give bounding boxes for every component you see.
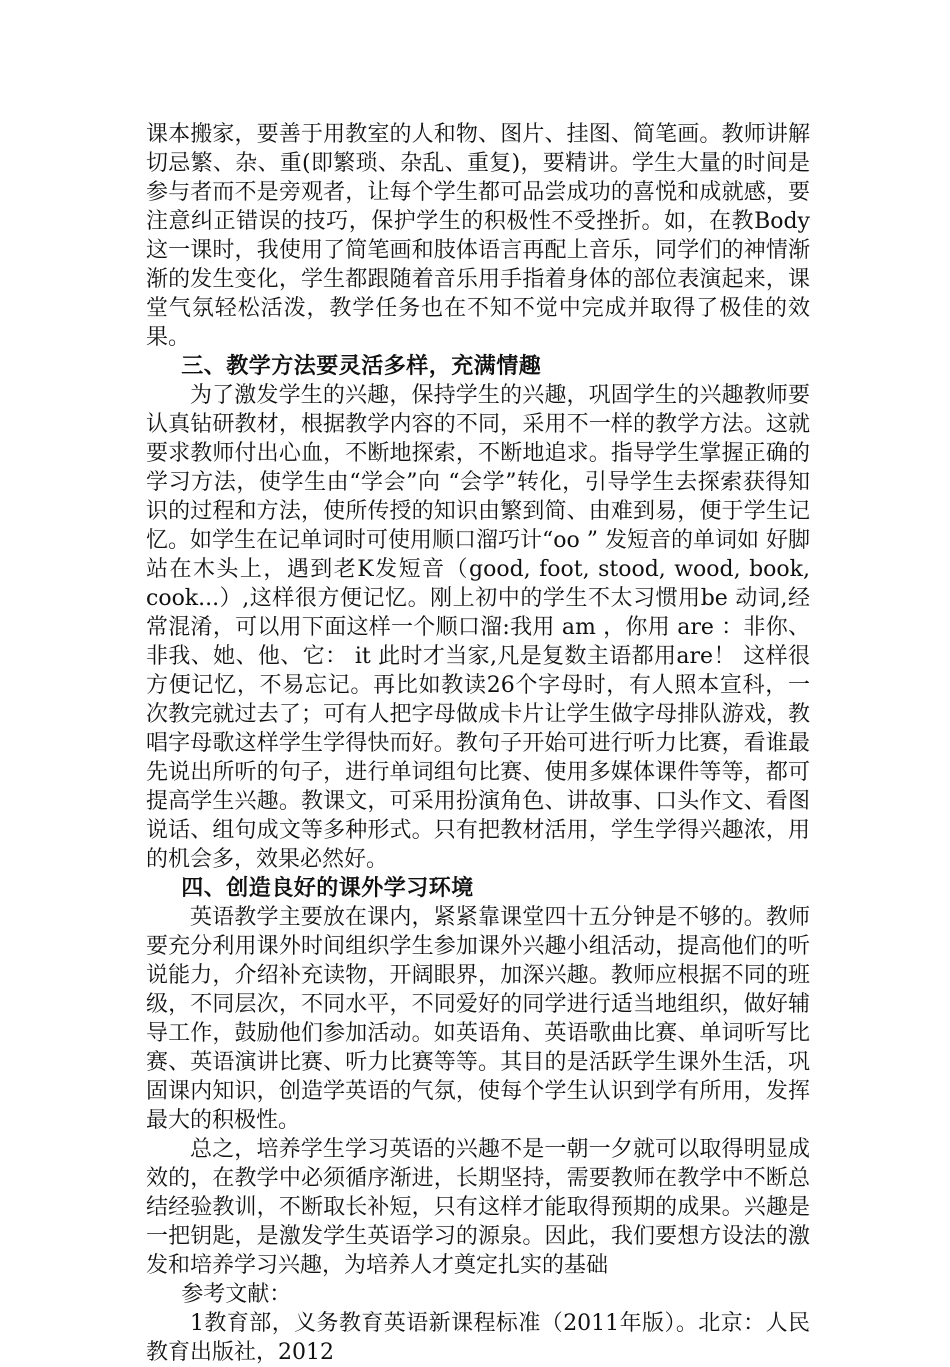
section-heading-3: 三、教学方法要灵活多样，充满情趣 — [181, 354, 542, 379]
document-body — [146, 120, 810, 1367]
paragraph-conclusion: 总之，培养学生学习英语的兴趣不是一朝一夕就可以取得明显成效的，在教学中必须循序渐进，长期坚持，需要教师在教学中不断总结经验教训，不断取长补短，只有这样才能取得预期的成果。兴趣是一把钥匙，是激发学生英语学习的源泉。因此，我们要想方设法的激发和培养学习兴趣，为培养人才奠定扎实的基础 — [146, 1137, 810, 1278]
references-title: 参考文献： — [181, 1282, 292, 1307]
paragraph-teaching-methods: 为了激发学生的兴趣，保持学生的兴趣，巩固学生的兴趣教师要认真钻研教材，根据教学内容的不同，采用不一样的教学方法。这就要求教师付出心血，不断地探索，不断地追求。指导学生掌握正确的学习方法，使学生由“学会”向 “会学”转化，引导学生去探索获得知识的过程和方法，使所传授的知识由繁到简、由难到易，便于学生记忆。如学生在记单词时可使用顺口溜巧计“oo ” 发短音的单词如 好脚站在木头上，遇到老K发短音（good, foot, stood, wood, book, cook...）,这样很方便记忆。刚上初中的学生不太习惯用be 动词,经常混淆，可以用下面这样一个顺口溜:我用 am ，你用 are ：非你、非我、她、他、它： it 此时才当家,凡是复数主语都用are！ 这样很方便记忆，不易忘记。再比如教读26个字母时，有人照本宣科，一次教完就过去了；可有人把字母做成卡片让学生做字母排队游戏，教唱字母歌这样学生学得快而好。教句子开始可进行听力比赛，看谁最先说出所听的句子，进行单词组句比赛、使用多媒体课件等等，都可提高学生兴趣。教课文，可采用扮演角色、讲故事、口头作文、看图说话、组句成文等多种形式。只有把教材活用，学生学得兴趣浓，用的机会多，效果必然好。 — [146, 383, 810, 872]
paragraph-continuation: 课本搬家，要善于用教室的人和物、图片、挂图、简笔画。教师讲解切忌繁、杂、重(即繁琐、杂乱、重复)，要精讲。学生大量的时间是参与者而不是旁观者，让每个学生都可品尝成功的喜悦和成就感，要注意纠正错误的技巧，保护学生的积极性不受挫折。如，在教Body这一课时，我使用了简笔画和肢体语言再配上音乐，同学们的神情渐渐的发生变化，学生都跟随着音乐用手指着身体的部位表演起来，课堂气氛轻松活泼，教学任务也在不知不觉中完成并取得了极佳的效果。 — [146, 122, 810, 350]
section-heading-4: 四、创造良好的课外学习环境 — [181, 876, 474, 901]
paragraph-extracurricular: 英语教学主要放在课内，紧紧靠课堂四十五分钟是不够的。教师要充分利用课外时间组织学生参加课外兴趣小组活动，提高他们的听说能力，介绍补充读物，开阔眼界，加深兴趣。教师应根据不同的班级，不同层次，不同水平，不同爱好的同学进行适当地组织，做好辅导工作，鼓励他们参加活动。如英语角、英语歌曲比赛、单词听写比赛、英语演讲比赛、听力比赛等等。其目的是活跃学生课外生活，巩固课内知识，创造学英语的气氛，使每个学生认识到学有所用，发挥最大的积极性。 — [146, 905, 810, 1133]
reference-item-1: 1教育部，义务教育英语新课程标准（2011年版）。北京：人民教育出版社，2012 — [146, 1311, 810, 1365]
